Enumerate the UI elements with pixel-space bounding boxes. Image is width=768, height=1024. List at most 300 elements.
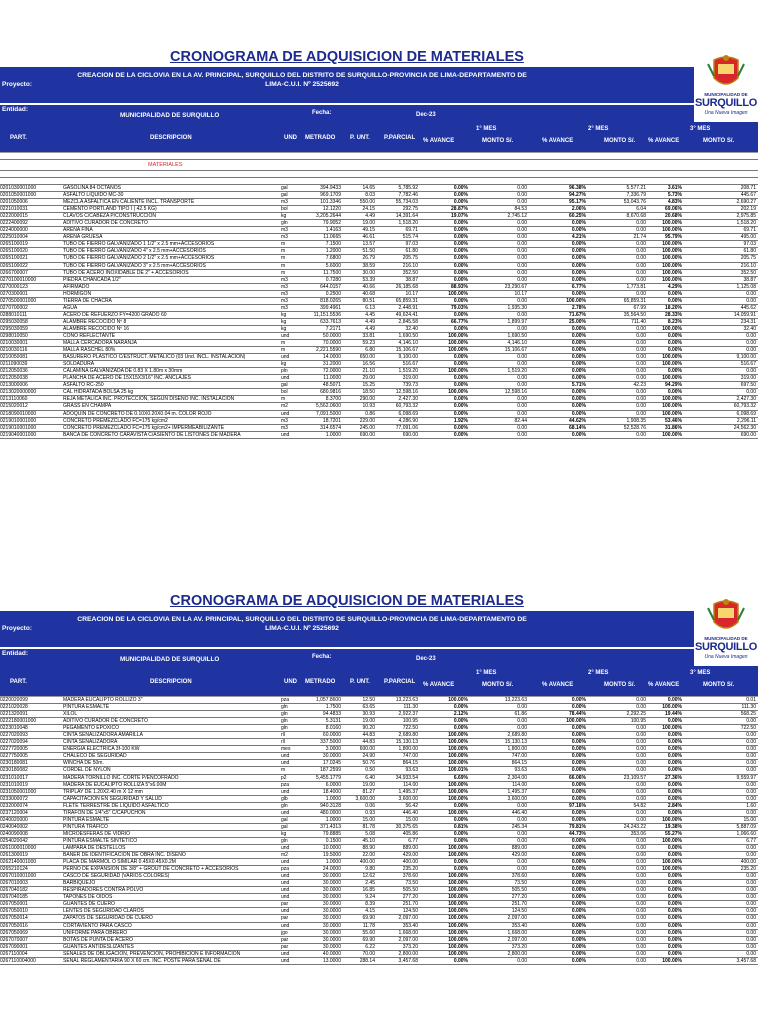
col-monto-3: MONTO S/. bbox=[703, 682, 735, 688]
cell-pu: 5.08 bbox=[365, 830, 375, 837]
cell-pp: 378.60 bbox=[402, 873, 418, 880]
cell-und: m3 bbox=[281, 304, 288, 311]
cell-a3: 100.00% bbox=[662, 354, 682, 361]
cell-code: 0224000000 bbox=[0, 227, 28, 234]
cell-und: par bbox=[281, 943, 289, 950]
table-row bbox=[0, 930, 758, 937]
cell-m1: 864.15 bbox=[511, 760, 527, 767]
cell-desc: CINTA SENALIZADORA AMARILLA bbox=[63, 732, 143, 739]
cell-code: 0210030001 bbox=[0, 340, 28, 347]
cell-code: 0222180001000 bbox=[0, 718, 37, 725]
cell-m3: 6.77 bbox=[746, 837, 756, 844]
cell-a1: 6.69% bbox=[453, 774, 468, 781]
cell-und: glb bbox=[281, 795, 288, 802]
cell-pu: 44.83 bbox=[362, 739, 375, 746]
cell-m1: 245.34 bbox=[511, 823, 527, 830]
cell-a3: 0.00% bbox=[667, 873, 682, 880]
cell-und: m bbox=[281, 241, 286, 248]
cell-m1: 0.00 bbox=[517, 220, 527, 227]
cell-a2: 0.00% bbox=[571, 866, 586, 873]
cell-pp: 15.00 bbox=[405, 816, 418, 823]
cell-a1: 0.00% bbox=[453, 704, 468, 711]
cell-und: und bbox=[281, 894, 290, 901]
cell-und: rll bbox=[281, 732, 285, 739]
cell-a2: 71.67% bbox=[569, 311, 586, 318]
cell-desc: MICROESFERAS DE VIDRIO bbox=[63, 830, 130, 837]
cell-a1: 100.00% bbox=[448, 732, 468, 739]
cell-a1: 100.00% bbox=[448, 389, 468, 396]
cell-pp: 69.71 bbox=[405, 227, 418, 234]
table-row bbox=[0, 284, 758, 291]
table-row bbox=[0, 824, 758, 831]
cell-code: 0222400092 bbox=[0, 220, 28, 227]
cell-pu: 19.00 bbox=[362, 781, 375, 788]
cell-pu: 90.20 bbox=[362, 725, 375, 732]
cell-met: 5.3131 bbox=[325, 718, 341, 725]
cell-a3: 0.00% bbox=[667, 788, 682, 795]
cell-und: kg bbox=[281, 361, 287, 368]
cell-a1: 100.00% bbox=[448, 697, 468, 703]
cell-code: 0265100021 bbox=[0, 255, 28, 262]
cell-code: 0295030058 bbox=[0, 318, 28, 325]
cell-met: 101.3346 bbox=[320, 199, 341, 206]
cell-m3: 0.00 bbox=[746, 852, 756, 859]
cell-pp: 235.20 bbox=[402, 866, 418, 873]
cell-a3: 100.00% bbox=[662, 704, 682, 711]
cell-desc: CHALECO DE SEGURIDAD bbox=[63, 753, 127, 760]
fecha-value: Dec-23 bbox=[416, 112, 436, 118]
cell-a3: 0.00% bbox=[667, 887, 682, 894]
cell-a1: 2.12% bbox=[453, 711, 468, 718]
cell-a3: 0.00% bbox=[667, 347, 682, 354]
cell-desc: ASFALTO LIQUIDO MC-30 bbox=[63, 192, 124, 199]
cell-pu: 33.81 bbox=[362, 332, 375, 339]
cell-m2: 0.00 bbox=[636, 410, 646, 417]
cell-m2: 0.00 bbox=[636, 873, 646, 880]
cell-a1: 19.07% bbox=[451, 213, 468, 220]
cell-code: 0227750005 bbox=[0, 753, 28, 760]
cell-m1: 0.00 bbox=[517, 403, 527, 410]
cell-und: m bbox=[281, 340, 286, 347]
cell-pp: 12,598.16 bbox=[395, 389, 418, 396]
cell-met: 12.1220 bbox=[322, 206, 341, 213]
cell-desc: PERNO DE EXPANSION DE 3/8" + GROUT DE CONCRETO + ACCESORIOS bbox=[63, 866, 239, 873]
cell-code: 0267050016 bbox=[0, 922, 28, 929]
cell-pp: 93.63 bbox=[405, 767, 418, 774]
cell-m2: 0.00 bbox=[636, 389, 646, 396]
cell-m1: 446.40 bbox=[511, 809, 527, 816]
cell-a1: 0.00% bbox=[453, 830, 468, 837]
cell-a3: 0.00% bbox=[667, 922, 682, 929]
cell-code: 0295030059 bbox=[0, 325, 28, 332]
cell-m2: 0.00 bbox=[636, 866, 646, 873]
cell-pp: 352.50 bbox=[402, 269, 418, 276]
cell-m2: 0.00 bbox=[636, 753, 646, 760]
cell-met: 1.0000 bbox=[325, 816, 341, 823]
cell-pu: 50.76 bbox=[362, 760, 375, 767]
cell-a3: 100.00% bbox=[662, 396, 682, 403]
cell-met: 11.7500 bbox=[323, 269, 341, 276]
cell-code: 0221020028 bbox=[0, 704, 28, 711]
cell-m2: 0.00 bbox=[636, 732, 646, 739]
cell-a1: 0.00% bbox=[453, 234, 468, 241]
col-metrado: METRADO bbox=[305, 135, 336, 141]
cell-desc: ARENA GRUESA bbox=[63, 234, 103, 241]
cell-a3: 0.00% bbox=[667, 697, 682, 703]
cell-met: 7.1500 bbox=[325, 241, 341, 248]
cell-m1: 0.00 bbox=[517, 410, 527, 417]
cell-desc: ALAMBRE RECOCIDO Nº 8 bbox=[63, 318, 127, 325]
table-row bbox=[0, 333, 758, 340]
cell-m1: 277.20 bbox=[511, 894, 527, 901]
cell-pp: 6.77 bbox=[408, 837, 418, 844]
cell-met: 1.2000 bbox=[325, 248, 341, 255]
cell-a1: 0.00% bbox=[453, 199, 468, 206]
cell-pu: 26.79 bbox=[362, 255, 375, 262]
cell-pp: 216.10 bbox=[402, 262, 418, 269]
cell-pp: 690.00 bbox=[402, 431, 418, 438]
cell-met: 7,091.5000 bbox=[315, 410, 341, 417]
cell-desc: CALAMINA GALVANIZADA DE 0.83 X 1.80m x 30mm bbox=[63, 368, 183, 375]
col-mes1: 1° MES bbox=[476, 670, 497, 676]
cell-a3: 0.00% bbox=[667, 746, 682, 753]
cell-und: und bbox=[281, 908, 290, 915]
cell-met: 1.0000 bbox=[325, 859, 341, 866]
cell-desc: CONO REFLECTANTE bbox=[63, 332, 116, 339]
cell-a1: 0.00% bbox=[453, 241, 468, 248]
cell-met: 1.4163 bbox=[325, 227, 341, 234]
col-punit: P. UNT. bbox=[350, 679, 370, 685]
cell-desc: BANER DE IDENTIFICACION DE OBRA INC. DISEÑO bbox=[63, 852, 186, 859]
cell-m3: 0.00 bbox=[746, 368, 756, 375]
cell-pu: 6.40 bbox=[365, 774, 375, 781]
project-text: CREACION DE LA CICLOVIA EN LA AV. PRINCIPAL, SURQUILLO DEL DISTRITO DE SURQUILLO-PROVINCIA DE LIMA-DEPARTAMENTO DE LIMA-C.U.I. Nº 2525692 bbox=[77, 72, 527, 88]
cell-und: m3 bbox=[281, 283, 288, 290]
cell-pu: 55.60 bbox=[362, 929, 375, 936]
cell-a2: 78.44% bbox=[569, 711, 586, 718]
cell-m1: 0.00 bbox=[517, 830, 527, 837]
cell-pu: 81.27 bbox=[362, 788, 375, 795]
cell-met: 30.0000 bbox=[322, 894, 341, 901]
cell-met: 30.0000 bbox=[322, 873, 341, 880]
cell-und: und bbox=[281, 887, 290, 894]
table-row bbox=[0, 326, 758, 333]
cell-desc: SEÑALES DE OBLIGACION, PREVENCION, PROHIBICION E INFORMACION bbox=[63, 950, 241, 957]
cell-code: 0237120004 bbox=[0, 809, 28, 816]
cell-und: und bbox=[281, 788, 290, 795]
cell-m2: 23,109.57 bbox=[623, 774, 646, 781]
table-row bbox=[0, 880, 758, 887]
cell-m2: 0.00 bbox=[636, 880, 646, 887]
cell-desc: ADOQUIN DE CONCRETO DE 0.10X0.20X0.04 m. COLOR ROJO bbox=[63, 410, 212, 417]
cell-m2: 0.00 bbox=[636, 704, 646, 711]
cell-met: 70.0000 bbox=[322, 340, 341, 347]
table-row bbox=[0, 951, 758, 958]
table-row bbox=[0, 227, 758, 234]
cell-met: 18.4000 bbox=[322, 788, 341, 795]
cell-a2: 0.00% bbox=[571, 809, 586, 816]
cell-pp: 739.73 bbox=[402, 382, 418, 389]
cell-a3: 100.00% bbox=[662, 431, 682, 438]
cell-code: 0265100020 bbox=[0, 248, 28, 255]
cell-m1: 0.00 bbox=[517, 382, 527, 389]
cell-met: 79.8885 bbox=[322, 830, 341, 837]
cell-m1: 0.00 bbox=[517, 255, 527, 262]
cell-m3: 0.00 bbox=[746, 908, 756, 915]
cell-met: 79.9052 bbox=[322, 220, 341, 227]
col-metrado: METRADO bbox=[305, 679, 336, 685]
cell-a1: 0.00% bbox=[453, 185, 468, 191]
cell-pp: 56.42 bbox=[405, 802, 418, 809]
materials-table-1 bbox=[0, 152, 758, 439]
cell-met: 1,057.8600 bbox=[315, 697, 341, 703]
cell-code: 0201030001000 bbox=[0, 185, 37, 191]
cell-pp: 49,624.41 bbox=[395, 311, 418, 318]
cell-m1: 0.00 bbox=[517, 816, 527, 823]
col-part: PART. bbox=[10, 135, 27, 141]
table-row bbox=[0, 894, 758, 901]
cell-a1: 0.00% bbox=[453, 718, 468, 725]
cell-pu: 15.00 bbox=[362, 816, 375, 823]
cell-a3: 0.00% bbox=[667, 908, 682, 915]
cell-und: bol bbox=[281, 206, 288, 213]
cell-met: 19.5000 bbox=[322, 852, 341, 859]
cell-und: und bbox=[281, 950, 290, 957]
table-row bbox=[0, 873, 758, 880]
col-avance-2: % AVANCE bbox=[542, 138, 574, 144]
cell-a1: 0.00% bbox=[453, 192, 468, 199]
cell-m2: 0.00 bbox=[636, 347, 646, 354]
cell-und: mes bbox=[281, 746, 291, 753]
table-row bbox=[0, 789, 758, 796]
table-row bbox=[0, 838, 758, 845]
cell-pp: 2,448.91 bbox=[398, 304, 418, 311]
cell-desc: RESPIRADORES CONTRA POLVO bbox=[63, 887, 144, 894]
cell-desc: CONCRETO PREMEZCLADO FC=175 kg/cm2 bbox=[63, 417, 168, 424]
table-row bbox=[0, 255, 758, 262]
cell-a2: 0.00% bbox=[571, 915, 586, 922]
cell-a3: 100.00% bbox=[662, 361, 682, 368]
cell-a2: 0.00% bbox=[571, 375, 586, 382]
cell-a2: 0.00% bbox=[571, 241, 586, 248]
cell-m1: 0.00 bbox=[517, 375, 527, 382]
cell-pu: 69.90 bbox=[362, 915, 375, 922]
cell-a3: 100.00% bbox=[662, 220, 682, 227]
cell-pu: 6.22 bbox=[365, 943, 375, 950]
cell-a3: 0.00% bbox=[667, 332, 682, 339]
cell-pp: 889.00 bbox=[402, 844, 418, 851]
cell-und: m bbox=[281, 248, 286, 255]
cell-pu: 9.24 bbox=[365, 894, 375, 901]
cell-und: m3 bbox=[281, 417, 288, 424]
cell-m1: 0.00 bbox=[517, 234, 527, 241]
fecha-label: Fecha: bbox=[312, 654, 332, 660]
col-monto-2: MONTO S/. bbox=[604, 682, 636, 688]
cell-pu: 24.90 bbox=[362, 753, 375, 760]
cell-a2: 100.00% bbox=[566, 718, 586, 725]
table-row bbox=[0, 396, 758, 403]
cell-pu: 14.65 bbox=[362, 185, 375, 191]
cell-m3: 697.50 bbox=[740, 382, 756, 389]
table-row bbox=[0, 312, 758, 319]
cell-desc: REJA METALICA INC. PROTECCION, SEGUN DISEÑO INC. INSTALACION bbox=[63, 396, 235, 403]
cell-m1: 1,519.20 bbox=[507, 368, 527, 375]
cell-met: 30.0000 bbox=[322, 943, 341, 950]
col-monto-1: MONTO S/. bbox=[482, 682, 514, 688]
cell-m3: 0.00 bbox=[746, 760, 756, 767]
cell-pu: 4.49 bbox=[365, 325, 375, 332]
cell-m2: 0.00 bbox=[636, 957, 646, 964]
cell-desc: TIERRA DE CHACRA bbox=[63, 297, 112, 304]
table-row bbox=[0, 901, 758, 908]
cell-code: 0210050081 bbox=[0, 354, 28, 361]
cell-pp: 2,800.00 bbox=[398, 950, 418, 957]
cell-und: pza bbox=[281, 781, 290, 788]
cell-m3: 0.00 bbox=[746, 929, 756, 936]
table-row bbox=[0, 923, 758, 930]
table-row bbox=[0, 241, 758, 248]
cell-desc: SEÑAL REGLAMENTARIA 90 X 60 cm. INC. POSTE PARA SEÑAL DE bbox=[63, 957, 221, 964]
cell-met: 337.5000 bbox=[320, 739, 341, 746]
cell-m1: 0.00 bbox=[517, 227, 527, 234]
cell-pp: 516.67 bbox=[402, 361, 418, 368]
cell-pu: 46.61 bbox=[362, 234, 375, 241]
cell-m3: 445.67 bbox=[740, 192, 756, 199]
cell-und: pza bbox=[281, 697, 290, 703]
cell-desc: SOLDADURA bbox=[63, 361, 95, 368]
cell-a1: 100.00% bbox=[448, 795, 468, 802]
cell-pp: 9,100.00 bbox=[398, 354, 418, 361]
cell-met: 60.0000 bbox=[322, 732, 341, 739]
col-avance-1: % AVANCE bbox=[423, 682, 455, 688]
cell-und: m bbox=[281, 396, 286, 403]
cell-desc: TUBO DE FIERRO GALVANIZADO 3" x 2.5 mm+ACCESORIOS bbox=[63, 262, 206, 269]
table-row bbox=[0, 291, 758, 298]
cell-a1: 0.00% bbox=[453, 297, 468, 304]
cell-m3: 234.31 bbox=[740, 318, 756, 325]
cell-m1: 1,495.37 bbox=[507, 788, 527, 795]
cell-m3: 14,059.91 bbox=[733, 311, 756, 318]
cell-a2: 0.00% bbox=[571, 332, 586, 339]
cell-pp: 1,668.00 bbox=[398, 929, 418, 936]
cell-desc: LENTES DE SEGURIDAD CLAROS bbox=[63, 908, 144, 915]
cell-m1: 0.00 bbox=[517, 354, 527, 361]
cell-pu: 15.25 bbox=[362, 382, 375, 389]
cell-a3: 0.00% bbox=[667, 368, 682, 375]
cell-und: m3 bbox=[281, 227, 288, 234]
cell-a3: 0.00% bbox=[667, 389, 682, 396]
cell-pp: 15,106.67 bbox=[395, 347, 418, 354]
cell-m3: 495.00 bbox=[740, 234, 756, 241]
cell-m3: 0.00 bbox=[746, 753, 756, 760]
cell-code: 0223010048 bbox=[0, 725, 28, 732]
cell-m2: 0.00 bbox=[636, 929, 646, 936]
section-row bbox=[0, 160, 758, 171]
cell-m1: 0.00 bbox=[517, 311, 527, 318]
cell-m3: 5,887.09 bbox=[736, 823, 756, 830]
cell-desc: AGUA bbox=[63, 304, 78, 311]
logo-muni-text: MUNICIPALIDAD DE bbox=[704, 636, 748, 641]
cell-a2: 0.00% bbox=[571, 276, 586, 283]
cell-a1: 100.00% bbox=[448, 347, 468, 354]
cell-pp: 6,098.69 bbox=[398, 410, 418, 417]
cell-a2: 5.71% bbox=[571, 382, 586, 389]
cell-m2: 0.00 bbox=[636, 852, 646, 859]
cell-code: 0267040182 bbox=[0, 887, 28, 894]
cell-m1: 0.00 bbox=[517, 866, 527, 873]
cell-a2: 44.73% bbox=[569, 830, 586, 837]
cell-met: 3,205.2644 bbox=[315, 213, 341, 220]
cell-pp: 2,097.00 bbox=[398, 915, 418, 922]
cell-m1: 747.00 bbox=[511, 753, 527, 760]
cell-desc: PIEDRA CHANCADA 1/2" bbox=[63, 276, 121, 283]
cell-pp: 319.00 bbox=[402, 375, 418, 382]
cell-a2: 0.00% bbox=[571, 950, 586, 957]
cell-a1: 100.00% bbox=[448, 340, 468, 347]
cell-pu: 88.90 bbox=[362, 844, 375, 851]
cell-pu: 45.10 bbox=[362, 837, 375, 844]
cell-desc: CAL HIDRATADA BOLSA 25 kg bbox=[63, 389, 134, 396]
cell-m2: 0.00 bbox=[636, 431, 646, 438]
cell-m1: 505.50 bbox=[511, 887, 527, 894]
cell-m3: 9,559.97 bbox=[736, 774, 756, 781]
cell-m3: 9,100.00 bbox=[736, 354, 756, 361]
cell-m1: 114.00 bbox=[512, 781, 527, 788]
cell-und: kg bbox=[281, 830, 287, 837]
cell-pp: 722.50 bbox=[402, 725, 418, 732]
cell-m1: 0.00 bbox=[517, 431, 527, 438]
cell-met: 8.3700 bbox=[325, 396, 341, 403]
cell-m3: 15.00 bbox=[743, 816, 756, 823]
cell-a2: 0.00% bbox=[571, 887, 586, 894]
cell-m2: 0.00 bbox=[636, 746, 646, 753]
table-row bbox=[0, 725, 758, 732]
cell-pp: 747.00 bbox=[402, 753, 418, 760]
cell-pp: 4,286.90 bbox=[398, 417, 418, 424]
cell-und: und bbox=[281, 410, 290, 417]
cell-pp: 515.74 bbox=[402, 234, 418, 241]
cell-m3: 0.00 bbox=[746, 880, 756, 887]
project-label: Proyecto: bbox=[2, 81, 32, 88]
cell-m2: 0.00 bbox=[636, 915, 646, 922]
table-row bbox=[0, 739, 758, 746]
cell-m3: 205.75 bbox=[740, 255, 756, 262]
cell-und: par bbox=[281, 915, 289, 922]
cell-desc: CORDEL DE NYLON bbox=[63, 767, 111, 774]
cell-und: par bbox=[281, 901, 289, 908]
cell-m3: 97.03 bbox=[743, 241, 756, 248]
cell-m1: 2,097.00 bbox=[507, 936, 527, 943]
cell-desc: MADERA DE EUCALIPTO ROLLIZA 5"x6.00M bbox=[63, 781, 167, 788]
cell-met: 0.1500 bbox=[325, 837, 341, 844]
cell-m3: 60,793.32 bbox=[733, 403, 756, 410]
cell-a2: 0.00% bbox=[571, 767, 586, 774]
cell-m2: 0.00 bbox=[636, 290, 646, 297]
cell-m2: 0.00 bbox=[636, 922, 646, 929]
cell-pp: 3,600.00 bbox=[398, 795, 418, 802]
cell-a2: 0.00% bbox=[571, 957, 586, 964]
cell-a2: 0.00% bbox=[571, 837, 586, 844]
cell-a2: 0.00% bbox=[571, 361, 586, 368]
cell-a3: 0.00% bbox=[667, 852, 682, 859]
cell-und: gln bbox=[281, 837, 288, 844]
cell-und: gln bbox=[281, 802, 288, 809]
cell-a1: 100.00% bbox=[448, 943, 468, 950]
cell-code: 0213000006 bbox=[0, 382, 28, 389]
cell-m2: 0.00 bbox=[636, 227, 646, 234]
col-mes1: 1° MES bbox=[476, 126, 497, 132]
cell-a1: 0.00% bbox=[453, 325, 468, 332]
